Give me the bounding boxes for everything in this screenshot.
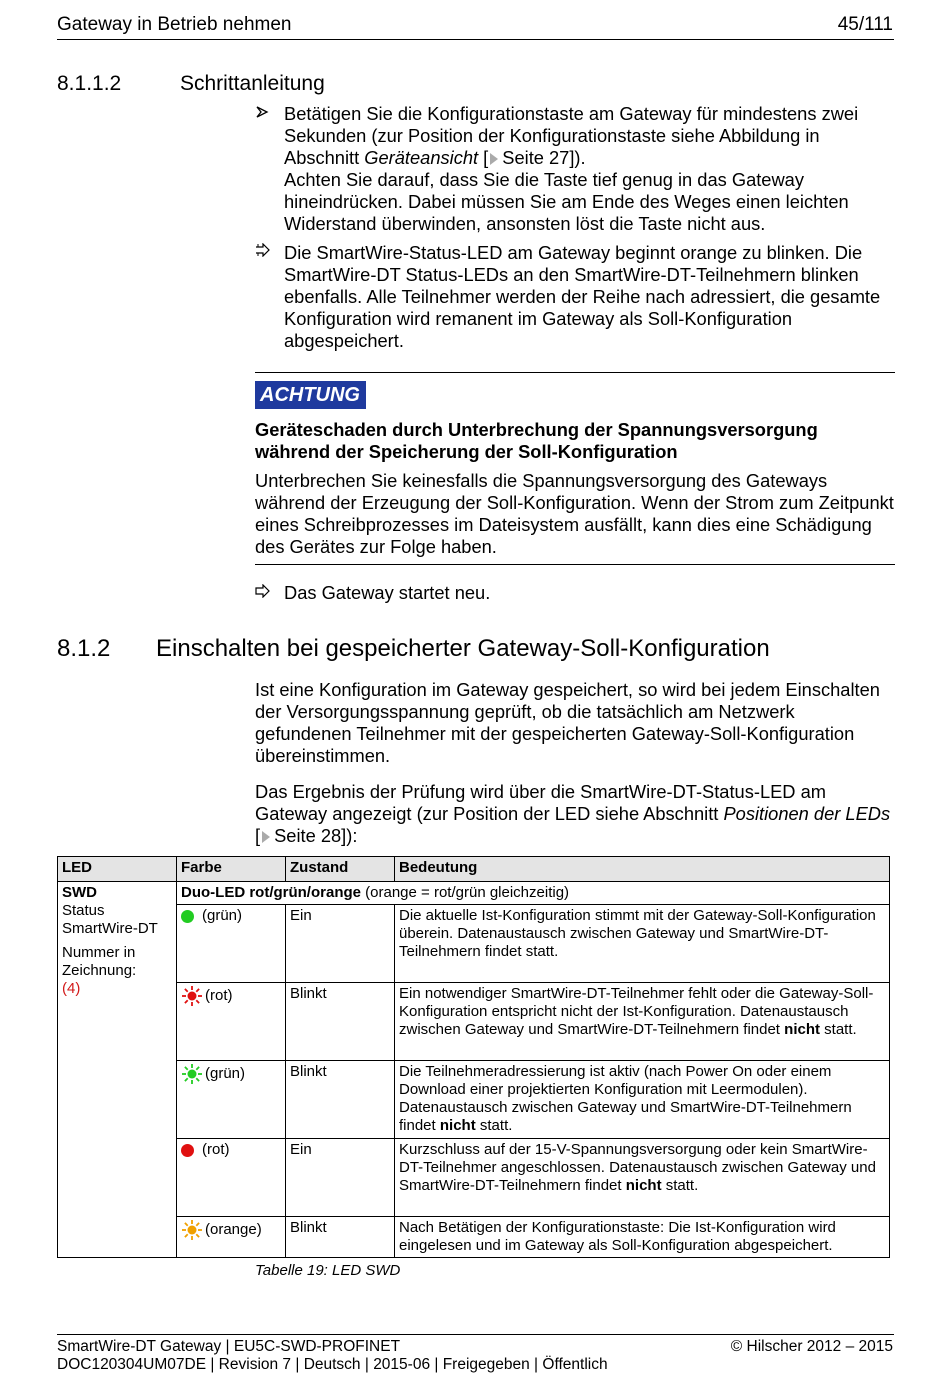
header-bedeutung: Bedeutung — [395, 857, 890, 882]
result-arrow-icon-2 — [255, 583, 275, 605]
meaning-cell: Nach Betätigen der Konfigurationstaste: Die Ist-Konfiguration wird eingelesen und im Gateway als Soll-Konfiguration abgespeichert. — [395, 1217, 890, 1258]
page-number: 45/111 — [837, 14, 893, 35]
state-cell: Blinkt — [286, 983, 395, 1061]
color-cell: (rot) — [177, 983, 286, 1061]
red-dot-icon — [181, 1144, 194, 1157]
meaning-cell: Kurzschluss auf der 15-V-Spannungsversorgung oder kein SmartWire-DT-Teilnehmer angeschlossen. Datenaustausch zwischen Gateway und SmartWire-DT-Teilnehmern findet nicht statt. — [395, 1139, 890, 1217]
green-dot-icon — [181, 910, 194, 923]
step-text: Betätigen Sie die Konfigurationstaste am Gateway für mindestens zwei Sekunden (zur Position der Konfigurationstaste siehe Abbildung in Abschnitt Geräteansicht [ Seite 27]). Achten Sie darauf, dass Sie die Taste tief genug in das Gateway hineindrücken. Dabei müssen Sie am Ende des Weges einen leichten Widerstand überwinden, ansonsten löst die Taste nicht aus. — [284, 103, 859, 234]
step-note: Achten Sie darauf, dass Sie die Taste tief genug in das Gateway hineindrücken. Dabei müssen Sie am Ende des Weges einen leichten Widerstand überwinden, ansonsten löst die Taste nicht aus. — [284, 169, 849, 234]
footer-rule — [57, 1334, 894, 1335]
table-row — [58, 1139, 890, 1217]
section2-para2: Das Ergebnis der Prüfung wird über die SmartWire-DT-Status-LED am Gateway angezeigt (zur Position der LED siehe Abschnitt Positionen der LEDs [ Seite 28]): — [255, 781, 891, 846]
footer-product: SmartWire-DT Gateway | EU5C-SWD-PROFINET — [57, 1338, 401, 1355]
section-title: Schrittanleitung — [180, 72, 325, 95]
led-info-cell — [58, 882, 177, 1258]
color-cell: (orange) — [177, 1217, 286, 1258]
led-name: SWD — [62, 884, 97, 901]
meaning-cell: Ein notwendiger SmartWire-DT-Teilnehmer fehlt oder die Gateway-Soll-Konfiguration entspricht nicht der Ist-Konfiguration. Datenaustausch zwischen Gateway und SmartWire-DT-Teilnehmern findet nicht statt. — [395, 983, 890, 1061]
meaning-cell: Die Teilnehmeradressierung ist aktiv (nach Power On oder einem Download einer projektierten Konfiguration mit Leermodulen). Datenaustausch zwischen Gateway und SmartWire-DT-Teilnehmern findet nicht statt. — [395, 1061, 890, 1139]
state-cell: Blinkt — [286, 1217, 395, 1258]
table-row — [58, 1217, 890, 1258]
result-arrow-icon — [255, 242, 275, 264]
header-title: Gateway in Betrieb nehmen — [57, 14, 292, 35]
result-text-2: Das Gateway startet neu. — [284, 582, 491, 603]
section2-number: 8.1.2 — [57, 635, 111, 662]
duo-led-cell: Duo-LED rot/grün/orange (orange = rot/grün gleichzeitig) — [177, 882, 890, 905]
table-row-duo — [58, 882, 890, 905]
warning-title: Geräteschaden durch Unterbrechung der Spannungsversorgung während der Speicherung der Soll-Konfiguration — [255, 419, 818, 462]
ref-page-28[interactable]: Seite 28]): — [274, 825, 358, 846]
header-led: LED — [58, 857, 177, 882]
table-header-row — [58, 857, 890, 882]
table-row — [58, 1061, 890, 1139]
color-cell: (rot) — [177, 1139, 286, 1217]
warning-bottom-rule — [255, 564, 895, 565]
meaning-cell: Die aktuelle Ist-Konfiguration stimmt mit der Gateway-Soll-Konfiguration überein. Datenaustausch zwischen Gateway und SmartWire-DT-Teilnehmern findet statt. — [395, 905, 890, 983]
table-caption: Tabelle 19: LED SWD — [255, 1262, 401, 1279]
warning-top-rule — [255, 372, 895, 373]
link-arrow-icon-2 — [262, 831, 270, 843]
header-farbe: Farbe — [177, 857, 286, 882]
header-rule — [57, 39, 894, 40]
state-cell: Ein — [286, 1139, 395, 1217]
ref-positionen-leds[interactable]: Positionen der LEDs — [723, 803, 891, 824]
state-cell: Ein — [286, 905, 395, 983]
red-blink-icon — [181, 985, 203, 1007]
ref-page-27[interactable]: Seite 27]). — [502, 147, 586, 168]
color-cell: (grün) — [177, 905, 286, 983]
section-number: 8.1.1.2 — [57, 72, 122, 95]
warning-text: Unterbrechen Sie keinesfalls die Spannungsversorgung des Gateways während der Erzeugung der Soll-Konfiguration. Wenn der Strom zum Zeitpunkt eines Schreibprozesses im Dateisystem ausfällt, kann dies eine Schädigung des Gerätes zur Folge haben. — [255, 470, 894, 557]
ref-geraeteansicht[interactable]: Geräteansicht — [364, 147, 479, 168]
state-cell: Blinkt — [286, 1061, 395, 1139]
section2-title: Einschalten bei gespeicherter Gateway-Soll-Konfiguration — [156, 635, 770, 662]
green-blink-icon — [181, 1063, 203, 1085]
table-row — [58, 983, 890, 1061]
color-cell: (grün) — [177, 1061, 286, 1139]
result-text-1: Die SmartWire-Status-LED am Gateway beginnt orange zu blinken. Die SmartWire-DT Status-LEDs an den SmartWire-DT-Teilnehmern blinken ebenfalls. Alle Teilnehmer werden der Reihe nach adressiert, die gesamte Konfiguration wird remanent im Gateway als Soll-Konfiguration abgespeichert. — [284, 242, 881, 351]
footer-copyright: © Hilscher 2012 – 2015 — [730, 1338, 893, 1355]
table-row — [58, 905, 890, 983]
footer-doc: DOC120304UM07DE | Revision 7 | Deutsch | 2015-06 | Freigegeben | Öffentlich — [57, 1356, 608, 1373]
section2-para1: Ist eine Konfiguration im Gateway gespeichert, so wird bei jedem Einschalten der Versorgungsspannung geprüft, ob die tatsächlich am Netzwerk gefundenen Teilnehmer mit der gespeicherten Gateway-Soll-Konfiguration übereinstimmen. — [255, 679, 880, 766]
link-arrow-icon — [490, 153, 498, 165]
led-number: (4) — [62, 980, 81, 997]
led-desc2: Nummer in Zeichnung: — [62, 944, 137, 979]
led-desc1: Status SmartWire-DT — [62, 902, 158, 937]
led-table — [57, 856, 890, 1258]
warning-label: ACHTUNG — [255, 381, 366, 409]
header-zustand: Zustand — [286, 857, 395, 882]
step-arrow-icon — [255, 104, 275, 126]
orange-blink-icon — [181, 1219, 203, 1241]
